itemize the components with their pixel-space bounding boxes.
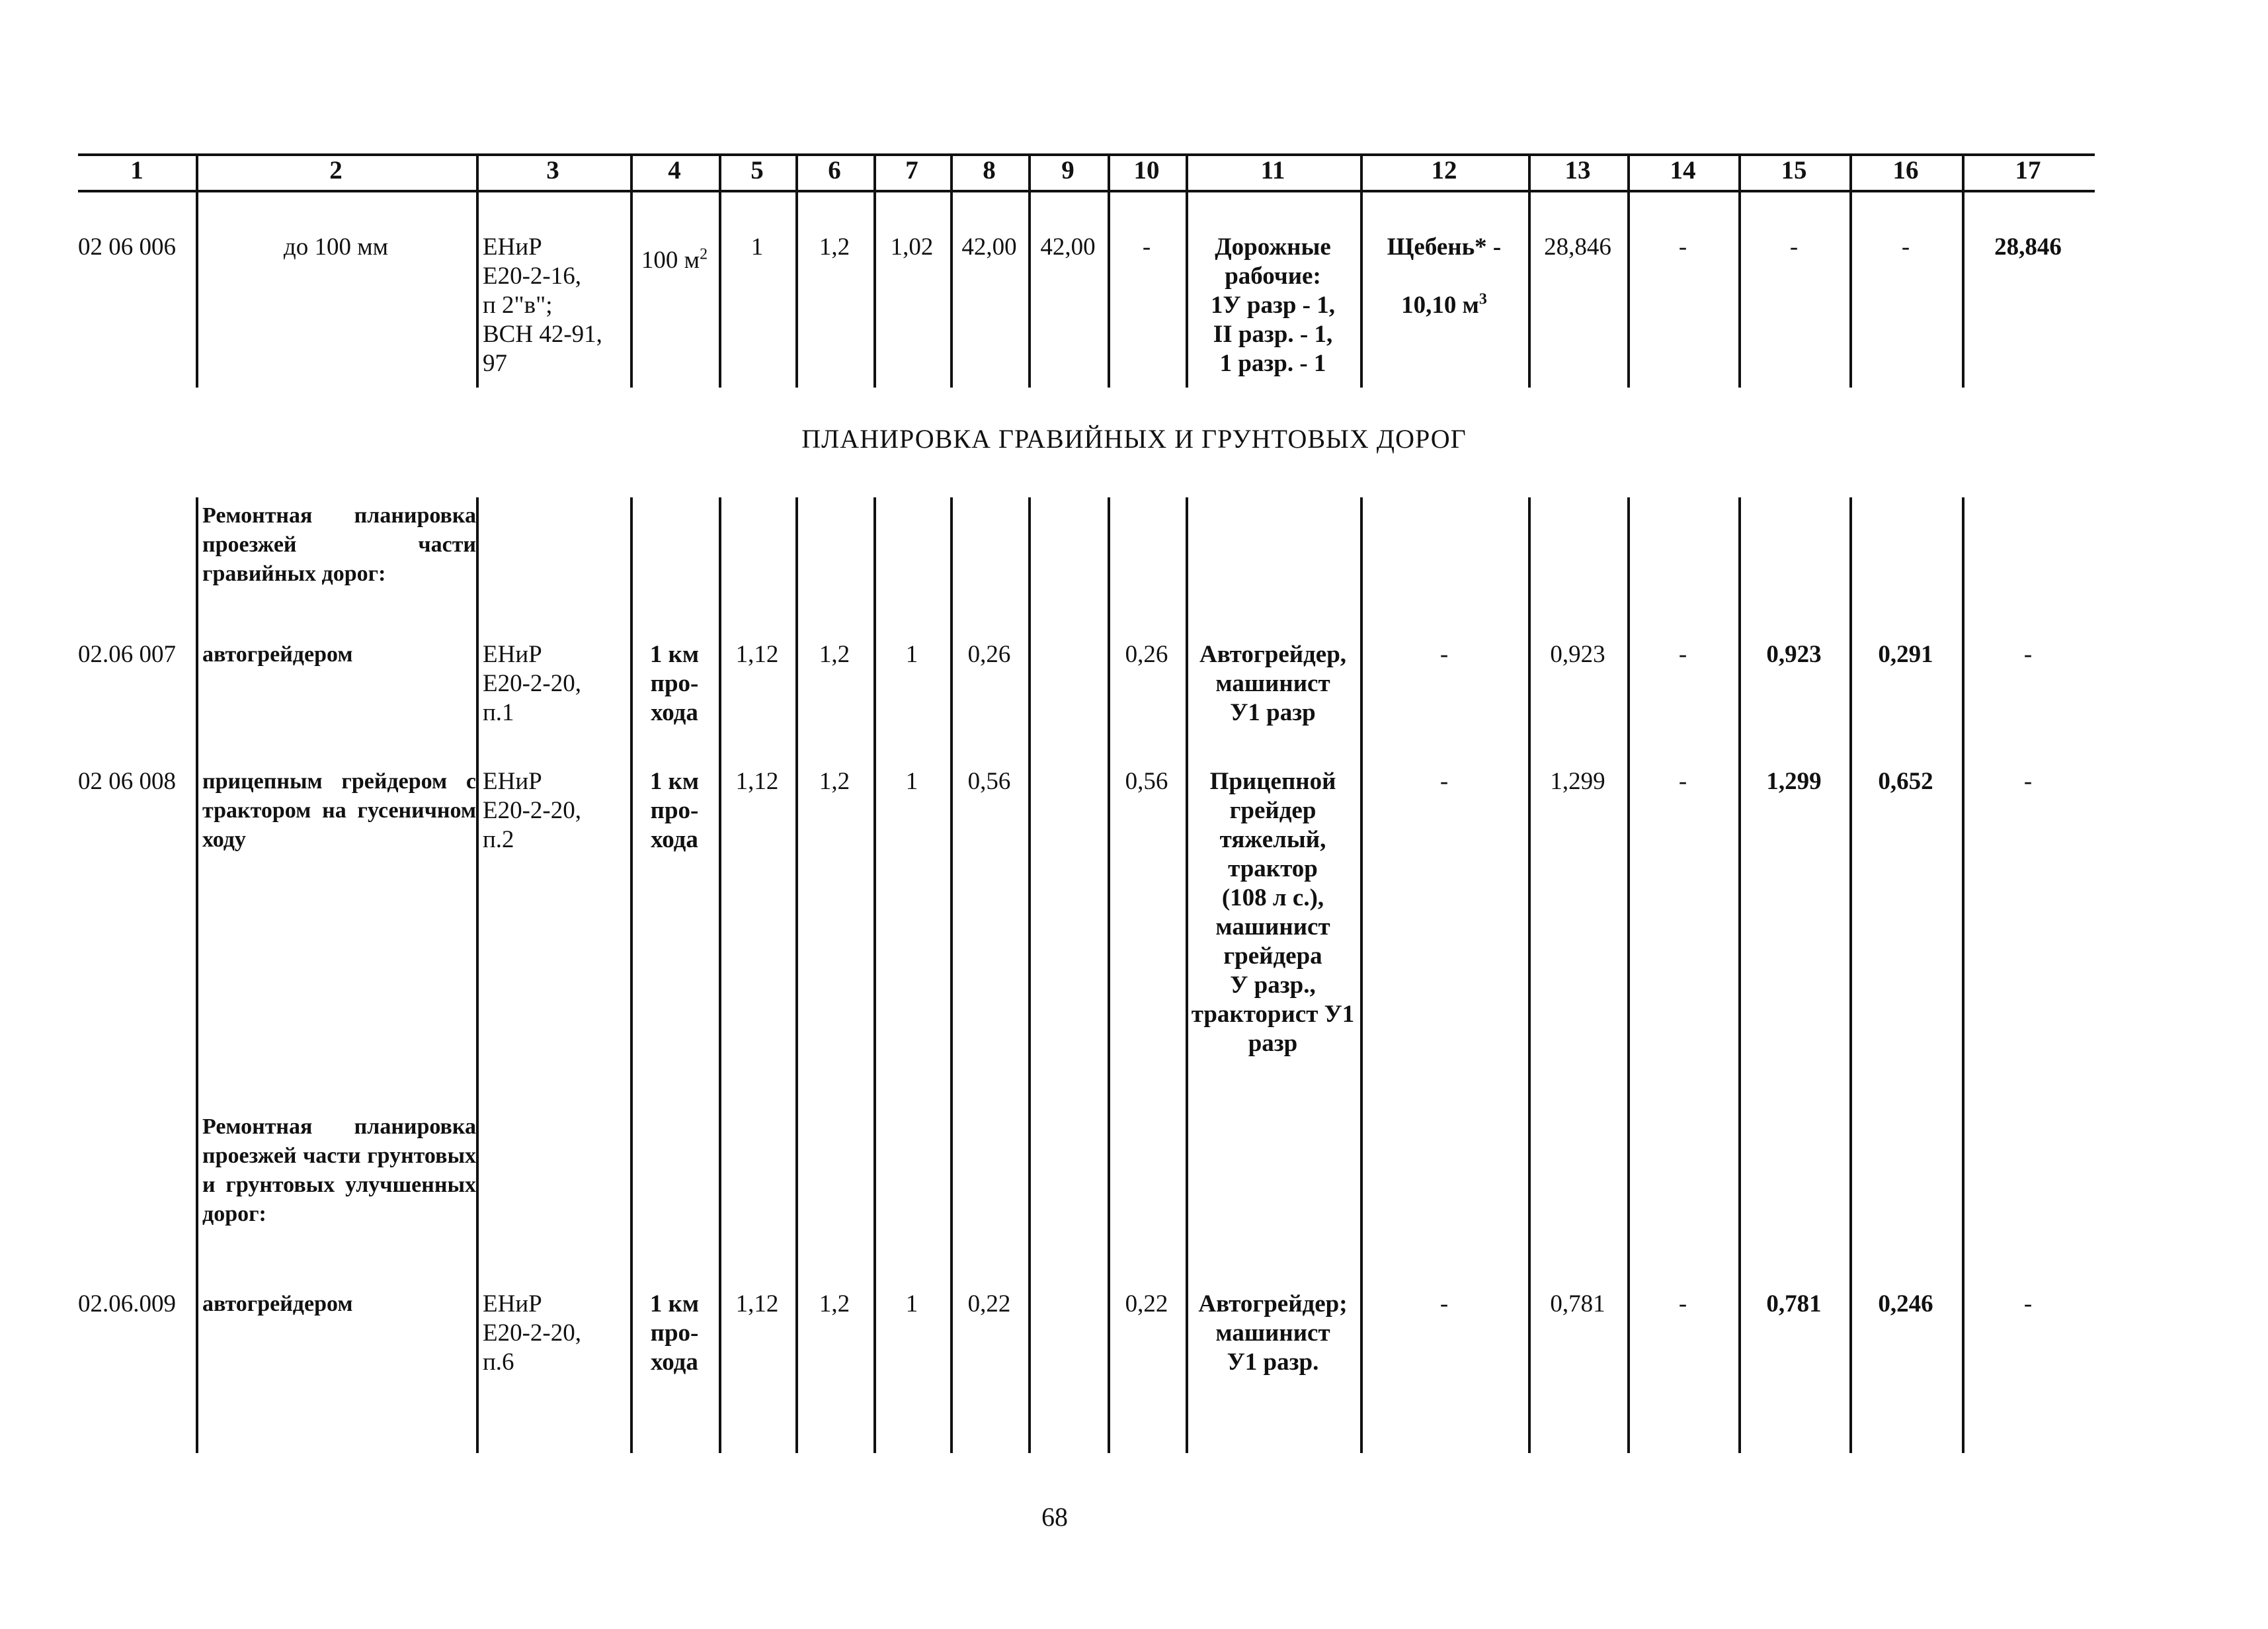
column-header: 7 bbox=[905, 156, 918, 185]
row3-unit-line: про- bbox=[650, 797, 699, 824]
row3-c11-line: У разр., bbox=[1230, 972, 1316, 999]
body-divider bbox=[1627, 497, 1630, 1453]
header-bottom-rule bbox=[78, 190, 2095, 192]
row2-c12: - bbox=[1439, 641, 1449, 668]
header-divider bbox=[196, 153, 198, 192]
row1-name: до 100 мм bbox=[283, 233, 389, 261]
row1-c8: 42,00 bbox=[961, 233, 1017, 261]
column-header: 17 bbox=[2015, 156, 2041, 185]
row4-unit-line: 1 км bbox=[649, 1290, 700, 1317]
body-divider bbox=[1108, 497, 1110, 1453]
body-divider bbox=[873, 192, 876, 388]
row1-c17: 28,846 bbox=[1994, 233, 2062, 261]
body-divider bbox=[950, 497, 953, 1453]
row1-norm-line: п 2"в"; bbox=[483, 292, 553, 319]
body-divider bbox=[1738, 497, 1741, 1453]
row2-c8: 0,26 bbox=[967, 641, 1011, 668]
row2-c13: 0,923 bbox=[1550, 641, 1605, 668]
body-divider bbox=[630, 192, 633, 388]
row1-c10: - bbox=[1142, 233, 1151, 261]
row3-c6: 1,2 bbox=[819, 768, 850, 795]
row1-c11-line: 1 разр. - 1 bbox=[1219, 350, 1326, 377]
header-divider bbox=[1738, 153, 1741, 192]
row1-c12-line2 bbox=[1401, 291, 1487, 320]
body-divider bbox=[1962, 192, 1964, 388]
row3-norm-line: п.2 bbox=[483, 826, 514, 853]
header-divider bbox=[1962, 153, 1964, 192]
column-header: 14 bbox=[1670, 156, 1696, 185]
body-divider bbox=[719, 192, 721, 388]
row3-c10: 0,56 bbox=[1125, 768, 1168, 795]
column-header: 8 bbox=[983, 156, 996, 185]
row3-c11-line: грейдер bbox=[1229, 797, 1316, 824]
row3-name: прицепным грейдером с трактором на гусеничном ходу bbox=[202, 769, 476, 852]
row4-norm-line: Е20-2-20, bbox=[483, 1319, 581, 1347]
row3-c11-line: трактор bbox=[1228, 855, 1318, 882]
row2-c16: 0,291 bbox=[1878, 641, 1933, 668]
row4-norm-line: ЕНиР bbox=[483, 1290, 542, 1317]
body-divider bbox=[1186, 192, 1188, 388]
row1-unit bbox=[641, 246, 708, 275]
row1-c11-line: рабочие: bbox=[1225, 263, 1321, 290]
row1-norm-line: ВСН 42-91, bbox=[483, 321, 602, 348]
header-divider bbox=[795, 153, 798, 192]
row3-c16: 0,652 bbox=[1878, 768, 1933, 795]
header-divider bbox=[630, 153, 633, 192]
header-divider bbox=[873, 153, 876, 192]
row3-c11-line: Прицепной bbox=[1209, 768, 1336, 795]
row1-c11-line: Дорожные bbox=[1215, 233, 1331, 261]
row3-c5: 1,12 bbox=[735, 768, 779, 795]
row1-norm-line: ЕНиР bbox=[483, 233, 542, 261]
row4-norm-line: п.6 bbox=[483, 1349, 514, 1376]
row4-c17: - bbox=[2023, 1290, 2033, 1317]
row4-c11-line: машинист bbox=[1215, 1319, 1330, 1347]
column-header: 1 bbox=[130, 156, 143, 185]
row2-name: автогрейдером bbox=[202, 642, 353, 667]
body-divider bbox=[476, 497, 479, 1453]
header-divider bbox=[476, 153, 479, 192]
column-header: 9 bbox=[1061, 156, 1074, 185]
header-divider bbox=[1028, 153, 1031, 192]
row2-c11-line: У1 разр bbox=[1230, 699, 1316, 726]
column-header: 12 bbox=[1431, 156, 1457, 185]
row3-c15: 1,299 bbox=[1766, 768, 1822, 795]
row2-c15: 0,923 bbox=[1766, 641, 1822, 668]
row4-c5: 1,12 bbox=[735, 1290, 779, 1317]
row4-c6: 1,2 bbox=[819, 1290, 850, 1317]
row4-code: 02.06.009 bbox=[78, 1290, 176, 1317]
row3-code: 02 06 008 bbox=[78, 768, 176, 795]
row2-c14: - bbox=[1678, 641, 1687, 668]
body-divider bbox=[196, 497, 198, 1453]
body-divider bbox=[1528, 192, 1531, 388]
body-divider bbox=[1028, 497, 1031, 1453]
body-divider bbox=[1528, 497, 1531, 1453]
column-header: 3 bbox=[546, 156, 559, 185]
row1-c12-text: 10,10 м bbox=[1401, 292, 1479, 319]
column-header: 6 bbox=[828, 156, 841, 185]
row1-c9: 42,00 bbox=[1040, 233, 1096, 261]
row3-norm-line: Е20-2-20, bbox=[483, 797, 581, 824]
body-divider bbox=[476, 192, 479, 388]
row1-c14: - bbox=[1678, 233, 1687, 261]
body-divider bbox=[196, 192, 198, 388]
row1-c12-sup: 3 bbox=[1478, 290, 1487, 308]
row4-c8: 0,22 bbox=[967, 1290, 1011, 1317]
row4-unit-line: про- bbox=[650, 1319, 699, 1347]
row4-unit-line: хода bbox=[651, 1349, 698, 1376]
row1-norm-line: 97 bbox=[483, 350, 507, 377]
row4-c11-line: Автогрейдер; bbox=[1198, 1290, 1348, 1317]
row4-c13: 0,781 bbox=[1550, 1290, 1605, 1317]
row3-c8: 0,56 bbox=[967, 768, 1011, 795]
row1-c16: - bbox=[1901, 233, 1910, 261]
body-divider bbox=[1738, 192, 1741, 388]
row3-c11-line: тяжелый, bbox=[1219, 826, 1326, 853]
row2-norm-line: ЕНиР bbox=[483, 641, 542, 668]
row3-c7: 1 bbox=[905, 768, 918, 795]
row2-c11-line: машинист bbox=[1215, 670, 1330, 697]
row3-c13: 1,299 bbox=[1550, 768, 1605, 795]
section-title: ПЛАНИРОВКА ГРАВИЙНЫХ И ГРУНТОВЫХ ДОРОГ bbox=[801, 424, 1467, 454]
body-divider bbox=[1962, 497, 1964, 1453]
header-divider bbox=[950, 153, 953, 192]
row2-code: 02.06 007 bbox=[78, 641, 176, 668]
body-divider bbox=[795, 497, 798, 1453]
header-divider bbox=[1528, 153, 1531, 192]
column-header: 11 bbox=[1260, 156, 1285, 185]
row1-c6: 1,2 bbox=[819, 233, 850, 261]
group2-description: Ремонтная планировка проезжей части грунтовых и грунтовых улучшенных дорог: bbox=[202, 1114, 476, 1226]
row2-c6: 1,2 bbox=[819, 641, 850, 668]
row3-c11-line: грейдера bbox=[1223, 942, 1322, 970]
row2-unit-line: хода bbox=[651, 699, 698, 726]
row2-c11-line: Автогрейдер, bbox=[1199, 641, 1347, 668]
row1-c15: - bbox=[1789, 233, 1799, 261]
header-divider bbox=[1108, 153, 1110, 192]
row4-c15: 0,781 bbox=[1766, 1290, 1822, 1317]
row1-norm-line: Е20-2-16, bbox=[483, 263, 581, 290]
row3-c11-line: тракторист У1 bbox=[1191, 1001, 1355, 1028]
row1-unit-sup: 2 bbox=[700, 245, 708, 263]
column-header: 2 bbox=[329, 156, 343, 185]
row3-c12: - bbox=[1439, 768, 1449, 795]
body-divider bbox=[1849, 192, 1852, 388]
body-divider bbox=[1360, 192, 1363, 388]
row3-c11-line: разр bbox=[1248, 1030, 1298, 1057]
row3-norm-line: ЕНиР bbox=[483, 768, 542, 795]
row1-c5: 1 bbox=[750, 233, 764, 261]
header-divider bbox=[1849, 153, 1852, 192]
row2-c10: 0,26 bbox=[1125, 641, 1168, 668]
body-divider bbox=[1360, 497, 1363, 1453]
row2-norm-line: п.1 bbox=[483, 699, 514, 726]
row3-unit-line: хода bbox=[651, 826, 698, 853]
body-divider bbox=[719, 497, 721, 1453]
page-number: 68 bbox=[1041, 1502, 1068, 1532]
row2-unit-line: про- bbox=[650, 670, 699, 697]
row4-c16: 0,246 bbox=[1878, 1290, 1933, 1317]
body-divider bbox=[1627, 192, 1630, 388]
column-header: 16 bbox=[1892, 156, 1919, 185]
row3-c14: - bbox=[1678, 768, 1687, 795]
group1-description: Ремонтная планировка проезжей части гравийных дорог: bbox=[202, 503, 476, 586]
row1-c11-line: II разр. - 1, bbox=[1213, 321, 1333, 348]
row4-c11-line: У1 разр. bbox=[1227, 1349, 1319, 1376]
row4-name: автогрейдером bbox=[202, 1292, 353, 1316]
column-header: 5 bbox=[750, 156, 764, 185]
row1-c12-line1: Щебень* - bbox=[1387, 233, 1502, 261]
row1-c13: 28,846 bbox=[1544, 233, 1611, 261]
row1-code: 02 06 006 bbox=[78, 233, 176, 261]
column-header: 4 bbox=[668, 156, 681, 185]
body-divider bbox=[795, 192, 798, 388]
row4-c10: 0,22 bbox=[1125, 1290, 1168, 1317]
header-divider bbox=[1627, 153, 1630, 192]
body-divider bbox=[1028, 192, 1031, 388]
row4-c7: 1 bbox=[905, 1290, 918, 1317]
row3-c11-line: (108 л с.), bbox=[1221, 884, 1324, 911]
row3-c11-line: машинист bbox=[1215, 913, 1330, 940]
row3-unit-line: 1 км bbox=[649, 768, 700, 795]
body-divider bbox=[630, 497, 633, 1453]
row4-c12: - bbox=[1439, 1290, 1449, 1317]
row3-c17: - bbox=[2023, 768, 2033, 795]
row2-norm-line: Е20-2-20, bbox=[483, 670, 581, 697]
column-header: 15 bbox=[1781, 156, 1807, 185]
body-divider bbox=[873, 497, 876, 1453]
row1-c7: 1,02 bbox=[890, 233, 934, 261]
row2-unit-line: 1 км bbox=[649, 641, 700, 668]
header-divider bbox=[1360, 153, 1363, 192]
column-header: 10 bbox=[1133, 156, 1160, 185]
row2-c5: 1,12 bbox=[735, 641, 779, 668]
header-divider bbox=[719, 153, 721, 192]
row1-c11-line: 1У разр - 1, bbox=[1211, 292, 1335, 319]
column-header: 13 bbox=[1564, 156, 1591, 185]
row2-c17: - bbox=[2023, 641, 2033, 668]
body-divider bbox=[1186, 497, 1188, 1453]
body-divider bbox=[1108, 192, 1110, 388]
body-divider bbox=[1849, 497, 1852, 1453]
header-divider bbox=[1186, 153, 1188, 192]
row2-c7: 1 bbox=[905, 641, 918, 668]
body-divider bbox=[950, 192, 953, 388]
row4-c14: - bbox=[1678, 1290, 1687, 1317]
row1-unit-text: 100 м bbox=[641, 247, 700, 274]
